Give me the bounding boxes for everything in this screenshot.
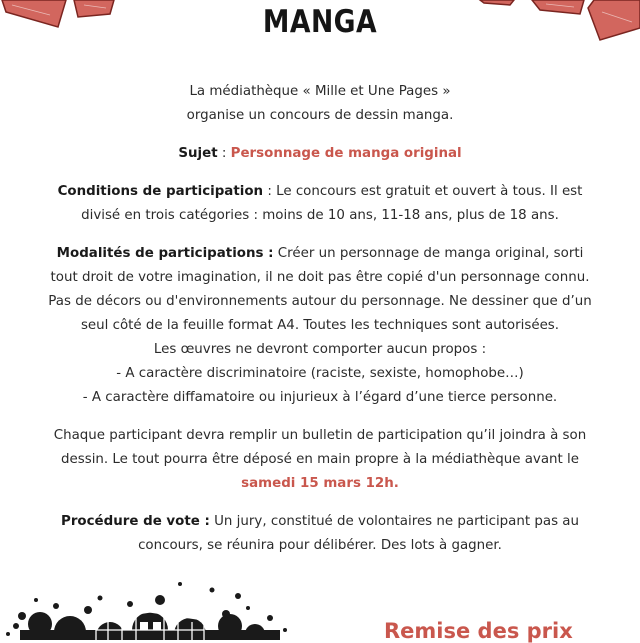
conditions-label: Conditions de participation [57,184,264,199]
conditions-text: : Le concours est gratuit et ouvert à tous. Il est [263,184,583,199]
vote-text: Un jury, constitué de volontaires ne participant pas au [209,514,579,529]
modalites-text: - A caractère discriminatoire (raciste, sexiste, homophobe…) [116,366,524,381]
sujet-paragraph [28,142,612,166]
modalites-text: Créer un personnage de manga original, sorti [273,246,584,261]
vote-text: concours, se réunira pour délibérer. Des lots à gagner. [138,538,502,553]
modalites-paragraph [28,242,612,266]
sujet-value: Personnage de manga original [230,146,462,161]
conditions-text: divisé en trois catégories : moins de 10 ans, 11-18 ans, plus de 18 ans. [81,208,559,223]
modalites-text: Les œuvres ne devront comporter aucun propos : [153,342,487,357]
sujet-label: Sujet [178,146,218,161]
sujet-separator: : [217,146,231,161]
conditions-paragraph [28,180,612,204]
modalites-text: seul côté de la feuille format A4. Toutes les techniques sont autorisées. [80,318,560,333]
announcement-body [28,80,612,558]
modalites-label: Modalités de participations : [56,246,274,261]
depot-text: dessin. Le tout pourra être déposé en main propre à la médiathèque avant le [61,452,579,467]
deadline: samedi 15 mars 12h. [241,476,399,491]
depot-text: Chaque participant devra remplir un bulletin de participation qu’il joindra à son [53,428,587,443]
intro-line: organise un concours de dessin manga. [186,108,454,123]
vote-label: Procédure de vote : [61,514,210,529]
modalites-text: - A caractère diffamatoire ou injurieux à l’égard d’une tierce personne. [82,390,558,405]
modalites-text: tout droit de votre imagination, il ne doit pas être copié d'un personnage connu. [50,270,590,285]
award-section-title: Remise des prix [384,619,573,643]
modalites-text: Pas de décors ou d'environnements autour du personnage. Ne dessiner que d’un [48,294,592,309]
vote-paragraph [28,510,612,534]
ink-splatter-illustration [0,560,300,640]
intro-line: La médiathèque « Mille et Une Pages » [189,84,451,99]
page-title: MANGA [262,4,378,40]
